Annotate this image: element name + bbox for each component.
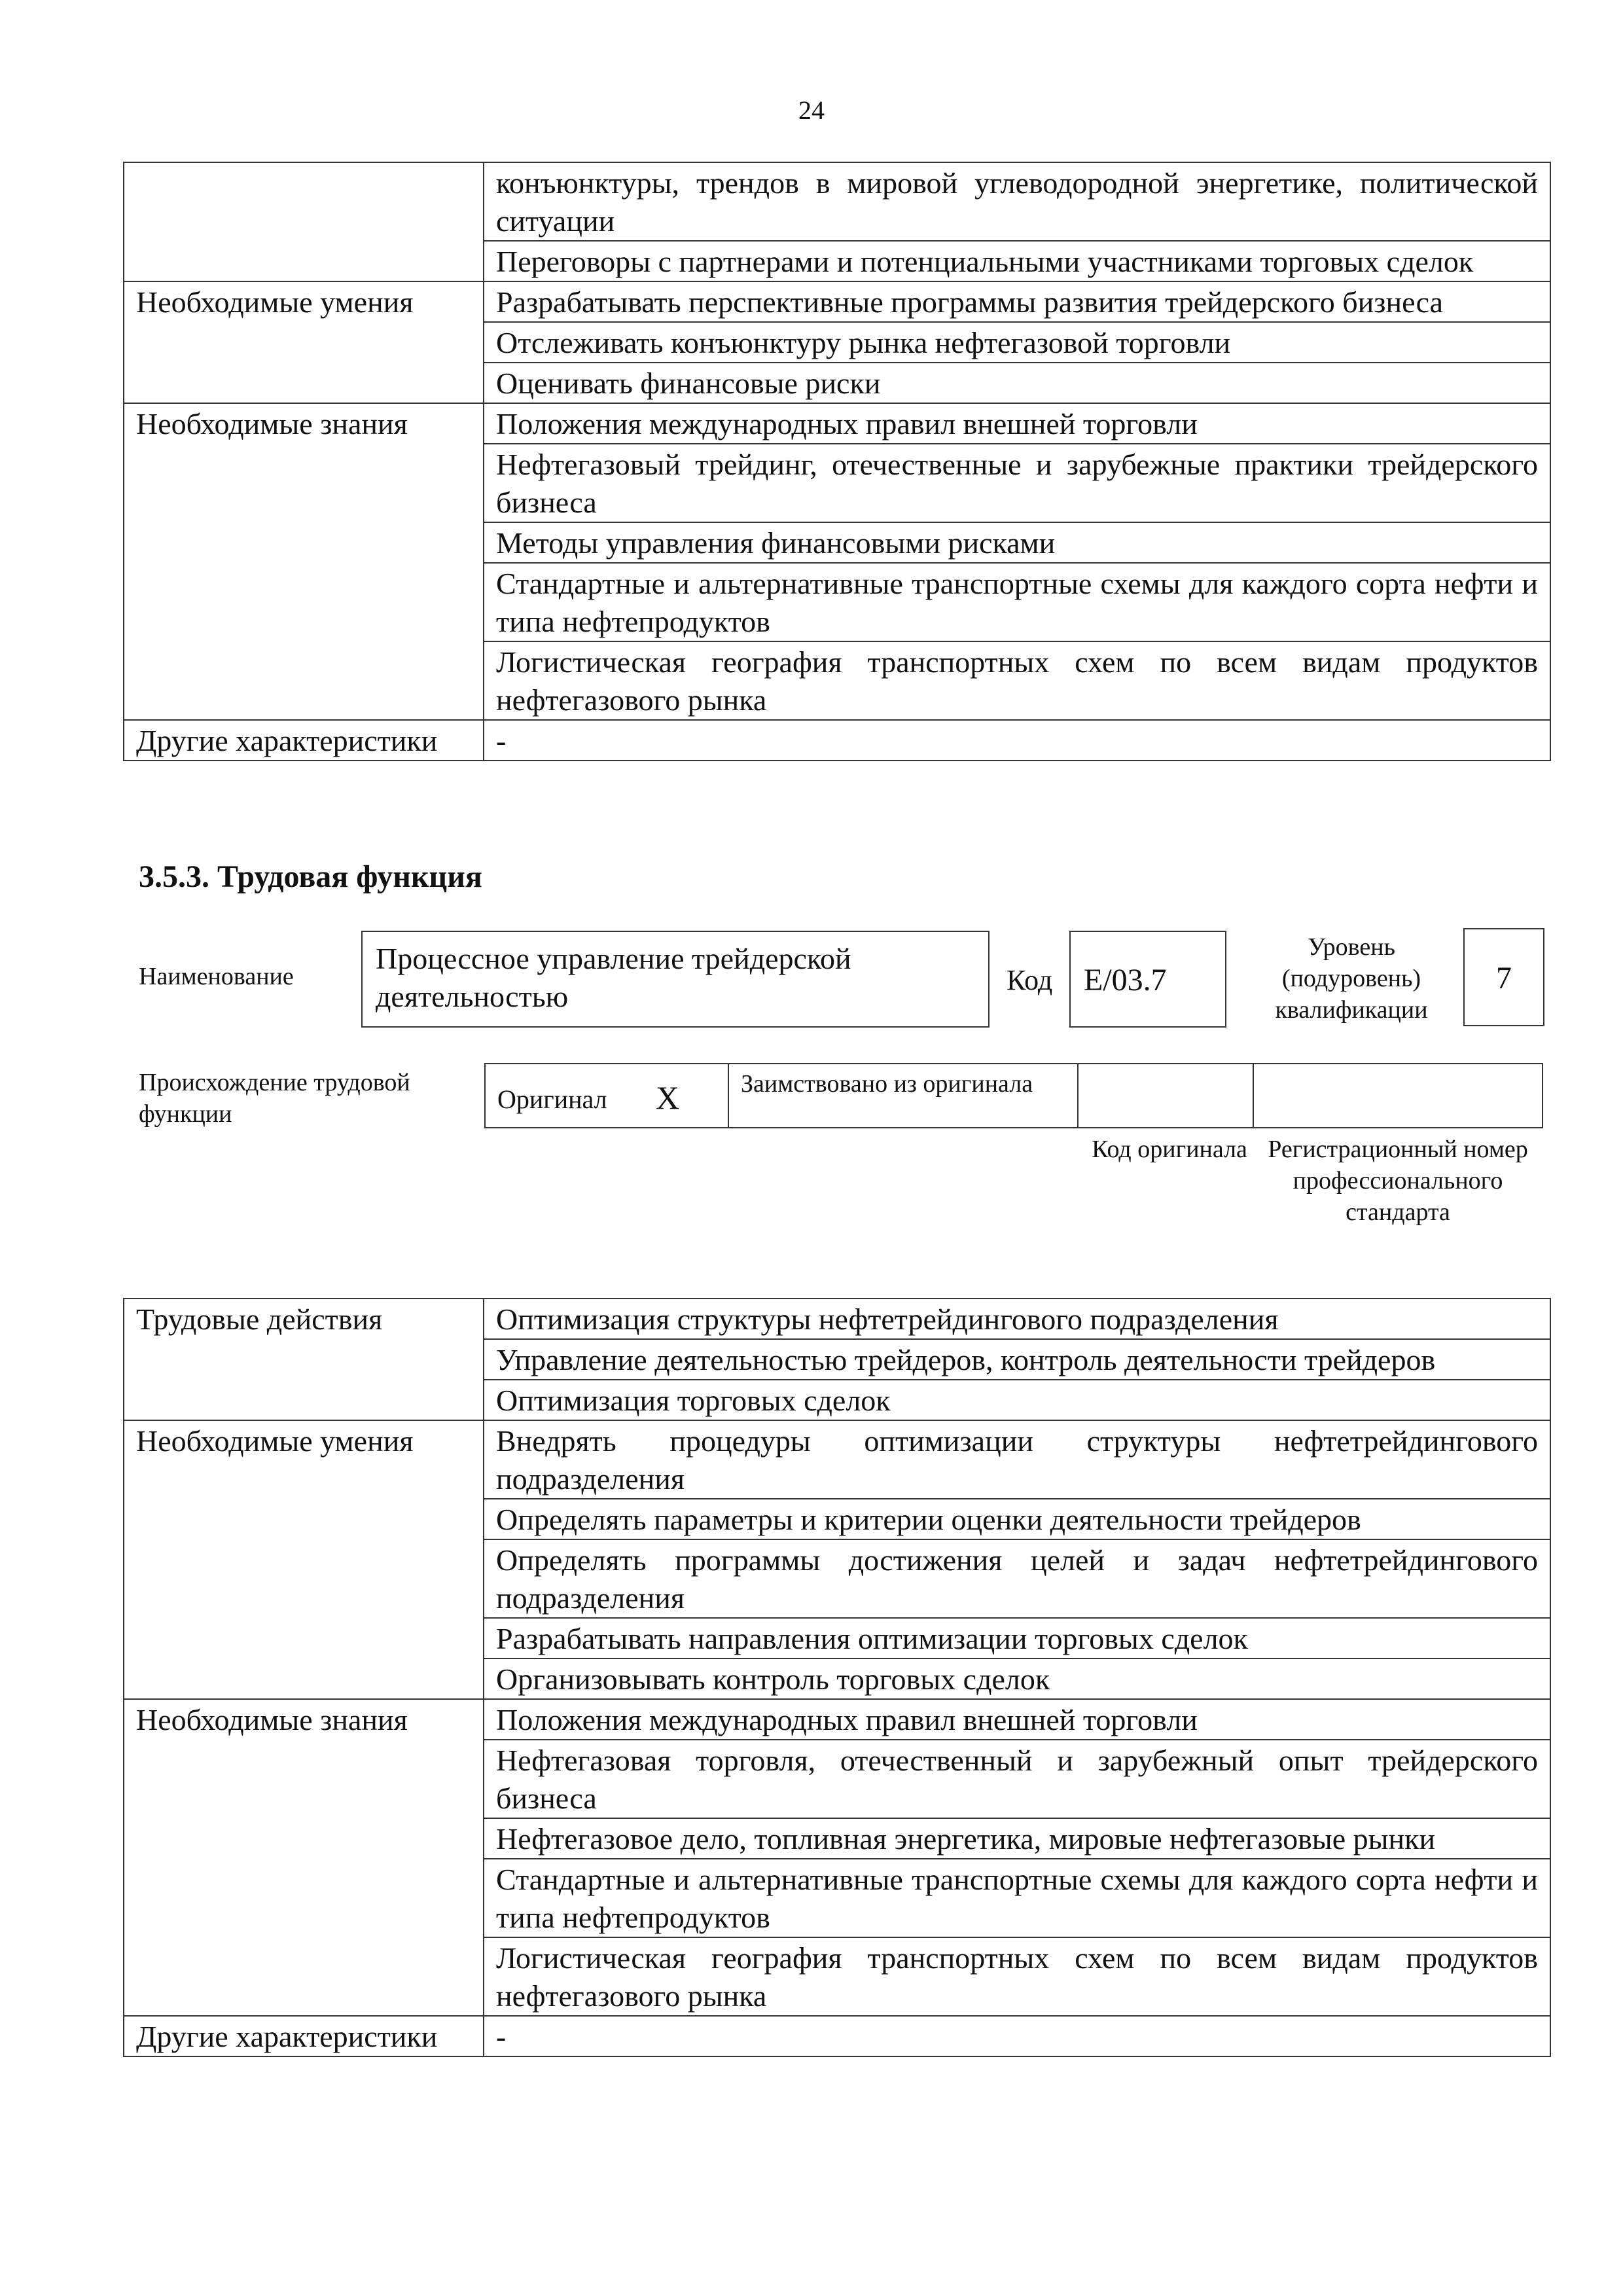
- row-text: Нефтегазовая торговля, отечественный и зарубежный опыт трейдерского бизнеса: [484, 1740, 1550, 1818]
- code-label: Код: [1007, 964, 1053, 996]
- row-label: Необходимые знания: [124, 403, 484, 720]
- row-text: Логистическая география транспортных схем по всем видам продуктов нефтегазового рынка: [484, 641, 1550, 720]
- table-row: [124, 403, 1550, 444]
- row-text: Переговоры с партнерами и потенциальными участниками торговых сделок: [484, 241, 1550, 281]
- borrowed-cell: Заимствовано из оригинала: [728, 1063, 1079, 1128]
- original-label: Оригинал: [497, 1085, 607, 1114]
- row-text: Определять программы достижения целей и задач нефтетрейдингового подразделения: [484, 1539, 1550, 1618]
- row-label: Другие характеристики: [124, 2016, 484, 2056]
- origin-label: Происхождение трудовой функции: [139, 1069, 410, 1128]
- row-text: Стандартные и альтернативные транспортные схемы для каждого сорта нефти и типа нефтепродуктов: [484, 563, 1550, 641]
- table-row: [124, 2016, 1550, 2056]
- row-text: Положения международных правил внешней торговли: [484, 403, 1550, 444]
- code-original-label: Код оригинала: [1092, 1136, 1247, 1163]
- row-text: Нефтегазовый трейдинг, отечественные и зарубежные практики трейдерского бизнеса: [484, 444, 1550, 522]
- reg-number-label: Регистрационный номер профессионального стандарта: [1268, 1136, 1528, 1226]
- row-text: Разрабатывать перспективные программы развития трейдерского бизнеса: [484, 281, 1550, 322]
- table-row: [124, 1420, 1550, 1499]
- table-row: [124, 162, 1550, 241]
- row-text: Отслеживать конъюнктуру рынка нефтегазовой торговли: [484, 322, 1550, 363]
- row-text: -: [484, 720, 1550, 761]
- table-row: [124, 281, 1550, 322]
- row-text: Внедрять процедуры оптимизации структуры нефтетрейдингового подразделения: [484, 1420, 1550, 1499]
- row-label: Необходимые умения: [124, 281, 484, 403]
- row-text: Определять параметры и критерии оценки деятельности трейдеров: [484, 1499, 1550, 1539]
- level-label: Уровень (подуровень) квалификации: [1275, 933, 1428, 1024]
- row-label: [124, 162, 484, 281]
- row-label: Необходимые умения: [124, 1420, 484, 1699]
- row-label: Другие характеристики: [124, 720, 484, 761]
- section-title: 3.5.3. Трудовая функция: [139, 859, 482, 894]
- row-text: Логистическая география транспортных схем по всем видам продуктов нефтегазового рынка: [484, 1937, 1550, 2016]
- row-text: Оценивать финансовые риски: [484, 363, 1550, 403]
- name-label: Наименование: [139, 963, 294, 990]
- reg-number-cell: [1253, 1063, 1543, 1128]
- skills-table-top: [123, 162, 1551, 761]
- function-name-box: Процессное управление трейдерской деятельностью: [361, 931, 990, 1028]
- row-text: Управление деятельностью трейдеров, контроль деятельности трейдеров: [484, 1339, 1550, 1380]
- origin-row: [486, 1063, 1543, 1128]
- row-text: Оптимизация торговых сделок: [484, 1380, 1550, 1420]
- row-text: конъюнктуры, трендов в мировой углеводородной энергетике, политической ситуации: [484, 162, 1550, 241]
- row-text: Оптимизация структуры нефтетрейдингового подразделения: [484, 1299, 1550, 1339]
- row-label: Необходимые знания: [124, 1699, 484, 2016]
- row-text: Методы управления финансовыми рисками: [484, 522, 1550, 563]
- level-value-box: 7: [1463, 928, 1544, 1026]
- row-text: Разрабатывать направления оптимизации торговых сделок: [484, 1618, 1550, 1659]
- row-text: -: [484, 2016, 1550, 2056]
- page-number: 24: [798, 96, 825, 125]
- table-row: [124, 1699, 1550, 1740]
- row-text: Нефтегазовое дело, топливная энергетика, мировые нефтегазовые рынки: [484, 1818, 1550, 1859]
- row-label: Трудовые действия: [124, 1299, 484, 1420]
- original-mark: X: [656, 1079, 680, 1116]
- table-row: [124, 720, 1550, 761]
- row-text: Положения международных правил внешней торговли: [484, 1699, 1550, 1740]
- code-original-cell: [1077, 1063, 1254, 1128]
- row-text: Организовывать контроль торговых сделок: [484, 1659, 1550, 1699]
- code-value-box: E/03.7: [1069, 931, 1226, 1028]
- original-cell: [484, 1063, 729, 1128]
- table-row: [124, 1299, 1550, 1339]
- skills-table-bottom: [123, 1298, 1551, 2057]
- row-text: Стандартные и альтернативные транспортные схемы для каждого сорта нефти и типа нефтепродуктов: [484, 1859, 1550, 1937]
